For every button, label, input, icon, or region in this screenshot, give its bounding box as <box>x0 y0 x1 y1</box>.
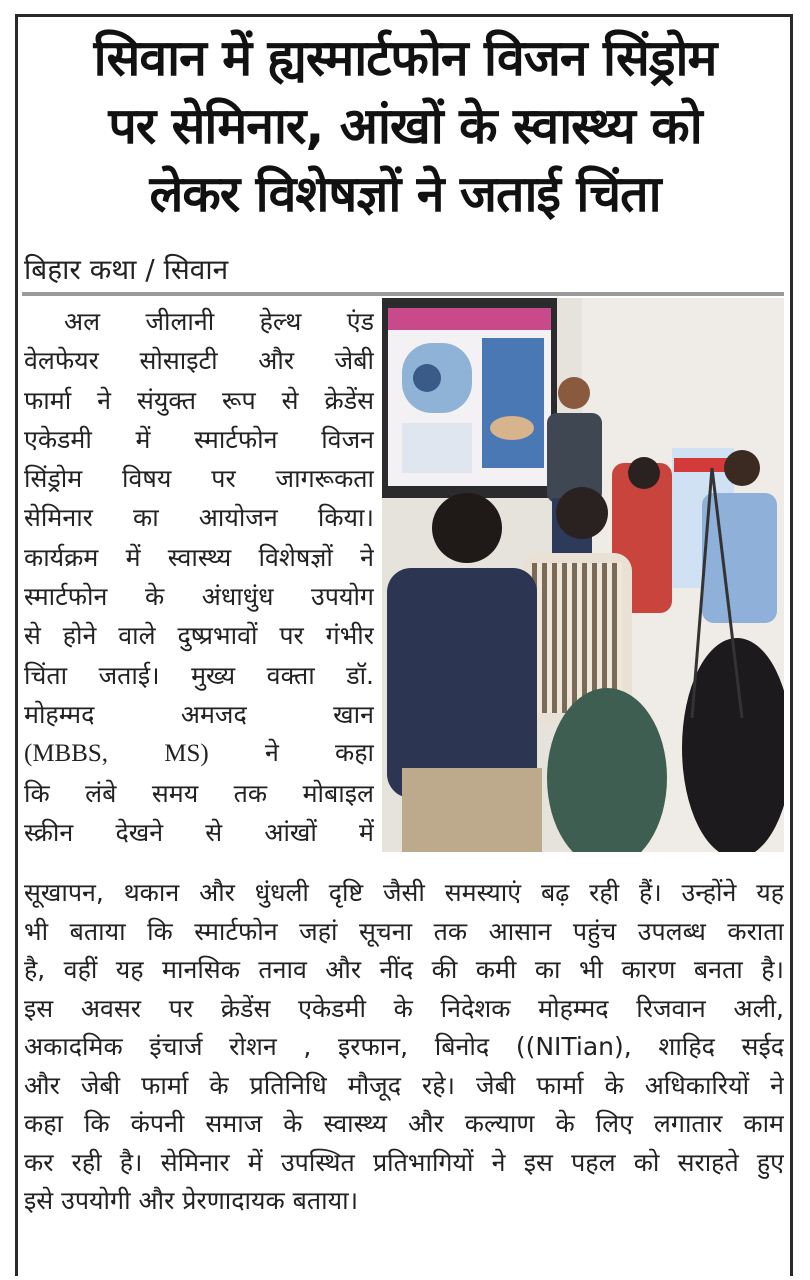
body-line: सूखापन, थकान और धुंधली दृष्टि जैसी समस्याएं बढ़ रही हैं। उन्होंने यह <box>24 878 784 907</box>
headline-line: लेकर विशेषज्ञों ने जताई चिंता <box>149 165 661 223</box>
body-line: कि लंबे समय तक मोबाइल <box>24 778 374 808</box>
body-line: इस अवसर पर क्रेडेंस एकेडमी के निदेशक मोहम्मद रिजवान अली, <box>24 993 784 1023</box>
seminar-photo <box>382 298 784 852</box>
body-column <box>24 302 374 852</box>
headline <box>22 24 788 228</box>
body-line: स्मार्टफोन के अंधाधुंध उपयोग <box>24 582 374 612</box>
body-line: एकेडमी में स्मार्टफोन विजन <box>24 424 374 454</box>
body-line: इसे उपयोगी और प्रेरणादायक बताया। <box>24 1186 359 1215</box>
byline: बिहार कथा / सिवान <box>24 253 229 286</box>
body-line: और जेबी फार्मा के प्रतिनिधि मौजूद रहे। जेबी फार्मा के अधिकारियों ने <box>24 1070 784 1100</box>
body-line: स्क्रीन देखने से आंखों में <box>24 817 374 847</box>
body-line: अल जीलानी हेल्थ एंड <box>64 307 374 336</box>
body-line: अकादमिक इंचार्ज रोशन , इरफान, बिनोद ((NITian), शाहिद सईद <box>24 1032 784 1061</box>
body-line: से होने वाले दुष्प्रभावों पर गंभीर <box>24 621 374 651</box>
body-full-width <box>24 874 784 1221</box>
divider <box>22 292 784 296</box>
body-line: कर रही है। सेमिनार में उपस्थित प्रतिभागियों ने इस पहल को सराहते हुए <box>24 1147 784 1177</box>
headline-line: सिवान में ह्यस्मार्टफोन विजन सिंड्रोम <box>93 29 717 87</box>
body-line: मोहम्मद अमजद खान <box>24 699 374 729</box>
body-line: सेमिनार का आयोजन किया। <box>24 503 374 533</box>
body-line: है, वहीं यह मानसिक तनाव और नींद की कमी का भी कारण बनता है। <box>24 955 784 984</box>
body-line: भी बताया कि स्मार्टफोन जहां सूचना तक आसान पहुंच उपलब्ध कराता <box>24 916 784 946</box>
body-line: वेलफेयर सोसाइटी और जेबी <box>24 346 374 376</box>
body-line: चिंता जताई। मुख्य वक्ता डॉ. <box>24 660 374 690</box>
body-line: कार्यक्रम में स्वास्थ्य विशेषज्ञों ने <box>24 542 374 572</box>
body-line: (MBBS, MS) ने कहा <box>24 740 374 768</box>
body-line: कहा कि कंपनी समाज के स्वास्थ्य और कल्याण के लिए लगातार काम <box>24 1109 784 1138</box>
seminar-photo-illustration <box>382 298 784 852</box>
body-line: सिंड्रोम विषय पर जागरूकता <box>24 464 374 494</box>
headline-line: पर सेमिनार, आंखों के स्वास्थ्य को <box>108 97 702 155</box>
body-line: फार्मा ने संयुक्त रूप से क्रेडेंस <box>24 385 374 415</box>
